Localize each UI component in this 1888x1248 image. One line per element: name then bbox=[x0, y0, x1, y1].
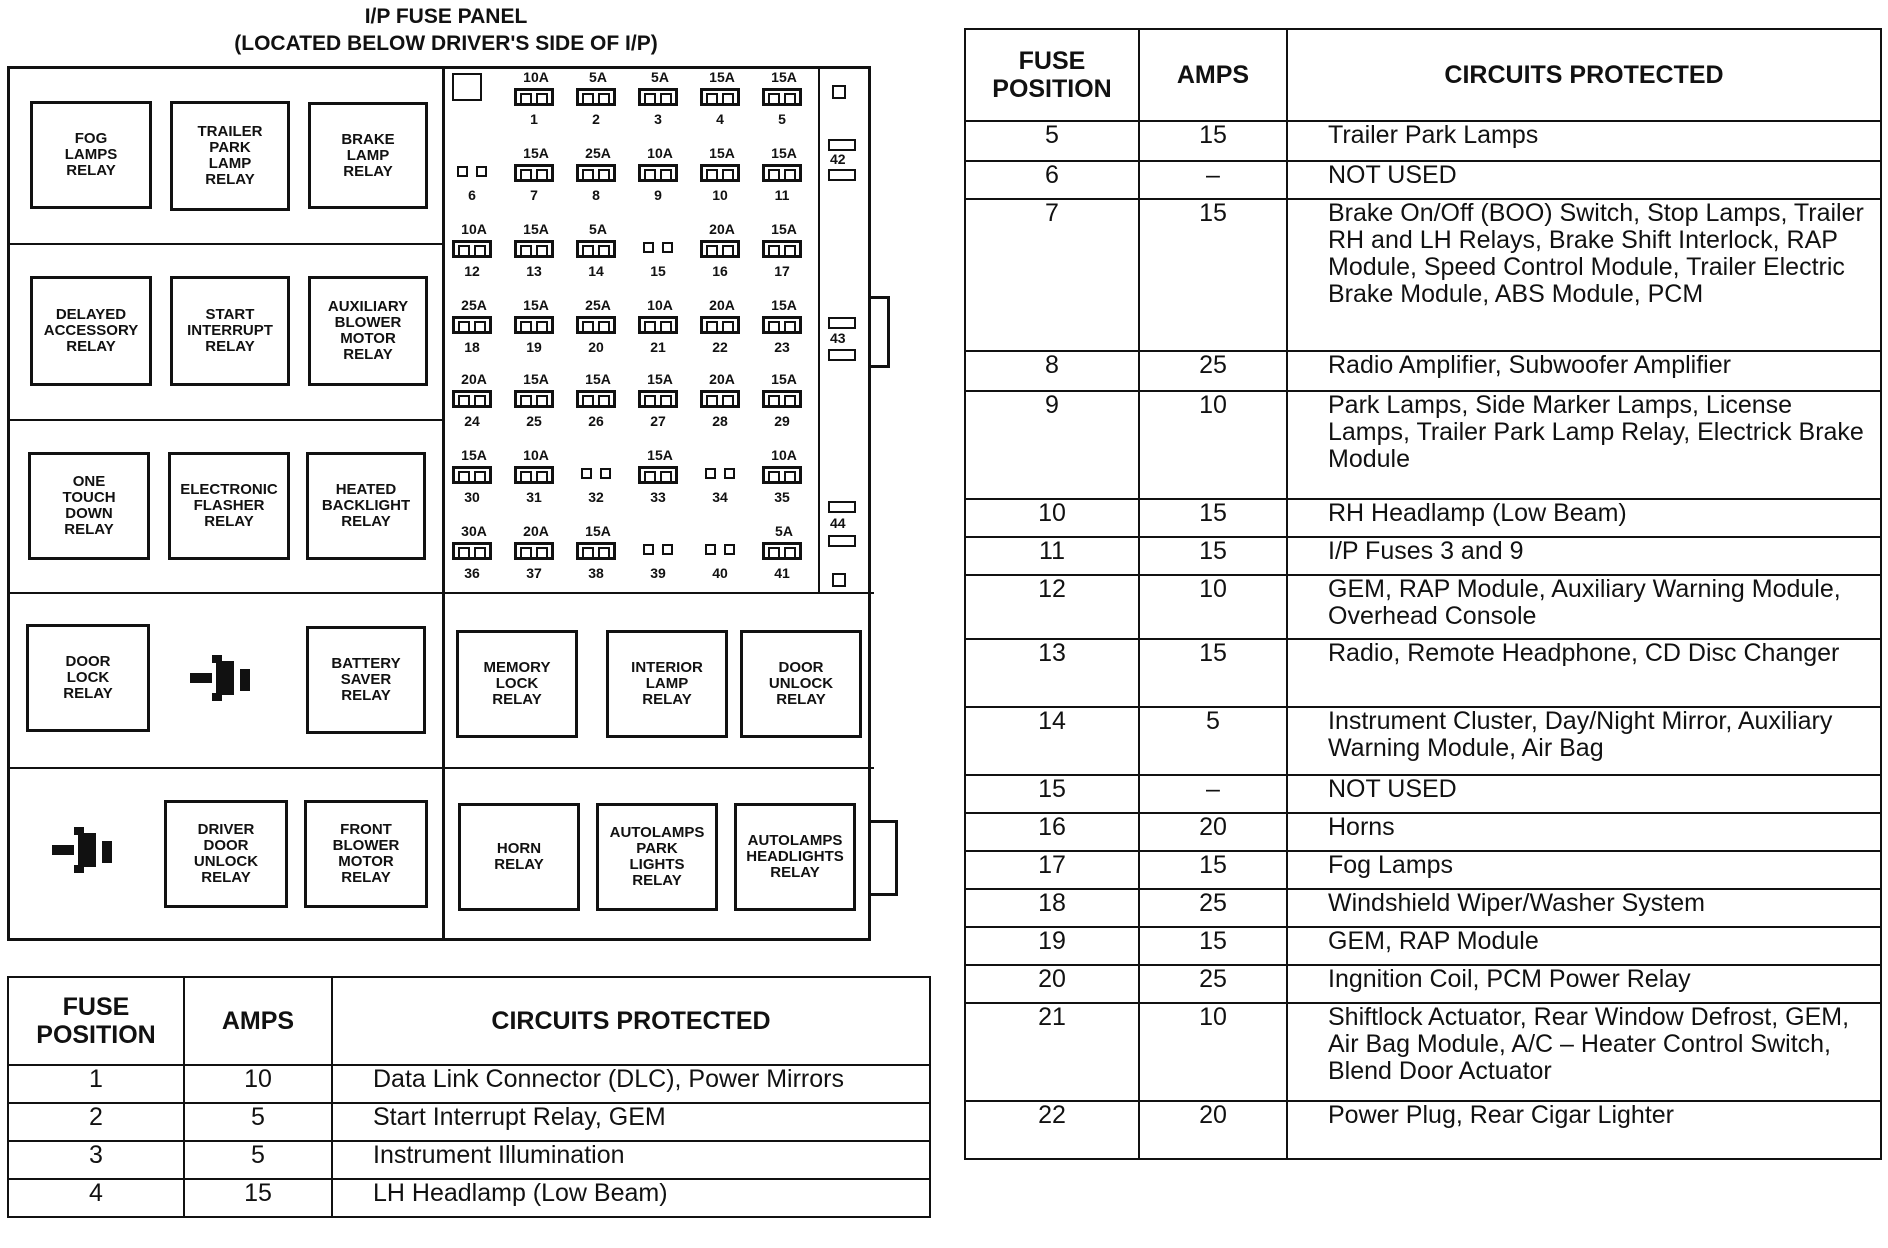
fuse-position: 15 bbox=[965, 775, 1139, 813]
fuse-14-number: 14 bbox=[588, 263, 604, 279]
fuse-position: 12 bbox=[965, 575, 1139, 639]
panel-subtitle: (LOCATED BELOW DRIVER'S SIDE OF I/P) bbox=[234, 32, 658, 55]
relay-heated-backlight: HEATED BACKLIGHT RELAY bbox=[306, 452, 426, 560]
fuse-table-left bbox=[7, 976, 931, 1218]
fuse-panel-diagram bbox=[7, 66, 871, 941]
fuse-23 bbox=[762, 316, 802, 334]
fuse-6-number: 6 bbox=[468, 187, 476, 203]
circuits-protected: Instrument Illumination bbox=[332, 1141, 930, 1179]
fuse-amps: 15 bbox=[1139, 927, 1287, 965]
circuits-protected: Trailer Park Lamps bbox=[1287, 121, 1881, 161]
fuse-6 bbox=[452, 164, 492, 182]
fuse-16 bbox=[700, 240, 740, 258]
fuse-position: 8 bbox=[965, 351, 1139, 391]
fuse-11 bbox=[762, 164, 802, 182]
fuse-8-number: 8 bbox=[592, 187, 600, 203]
fuse-9-number: 9 bbox=[654, 187, 662, 203]
fuse-25 bbox=[514, 390, 554, 408]
fuse-44-label: 44 bbox=[830, 515, 846, 531]
fuse-amps: 10 bbox=[1139, 575, 1287, 639]
fuse-22 bbox=[700, 316, 740, 334]
fuse-amps: 20 bbox=[1139, 1101, 1287, 1159]
fuse-position: 16 bbox=[965, 813, 1139, 851]
fuse-39-number: 39 bbox=[650, 565, 666, 581]
fuse-amps: 15 bbox=[184, 1179, 332, 1217]
fuse-amps: 15 bbox=[1139, 851, 1287, 889]
fuse-position: 7 bbox=[965, 199, 1139, 351]
fuse-1-number: 1 bbox=[530, 111, 538, 127]
fuse-amps: 15 bbox=[1139, 499, 1287, 537]
fuse-position: 11 bbox=[965, 537, 1139, 575]
col-header-circuits: CIRCUITS PROTECTED bbox=[1287, 29, 1881, 121]
fuse-18-number: 18 bbox=[464, 339, 480, 355]
fuse-26-number: 26 bbox=[588, 413, 604, 429]
fuse-35 bbox=[762, 466, 802, 484]
fuse-15-number: 15 bbox=[650, 263, 666, 279]
fuse-position: 18 bbox=[965, 889, 1139, 927]
fuse-37-amps: 20A bbox=[523, 523, 549, 539]
fuse-amps: – bbox=[1139, 775, 1287, 813]
fuse-amps: 10 bbox=[184, 1065, 332, 1103]
fuse-amps: 10 bbox=[1139, 391, 1287, 499]
fuse-31-amps: 10A bbox=[523, 447, 549, 463]
fuse-44-terminal bbox=[828, 535, 856, 547]
fuse-26 bbox=[576, 390, 616, 408]
fuse-11-number: 11 bbox=[774, 187, 790, 203]
fuse-18 bbox=[452, 316, 492, 334]
table-row bbox=[965, 575, 1881, 639]
fuse-20-amps: 25A bbox=[585, 297, 611, 313]
fuse-40 bbox=[700, 542, 740, 560]
circuits-protected: Shiftlock Actuator, Rear Window Defrost, GEM, Air Bag Module, A/C – Heater Control Switch, Blend Door Actuator bbox=[1287, 1003, 1881, 1101]
fuse-33-number: 33 bbox=[650, 489, 666, 505]
circuits-protected: GEM, RAP Module, Auxiliary Warning Module, Overhead Console bbox=[1287, 575, 1881, 639]
col-header-amps: AMPS bbox=[184, 977, 332, 1065]
circuits-protected: Fog Lamps bbox=[1287, 851, 1881, 889]
diode-icon bbox=[48, 819, 128, 879]
fuse-position: 20 bbox=[965, 965, 1139, 1003]
table-row bbox=[965, 775, 1881, 813]
spare-slot bbox=[452, 73, 482, 101]
fuse-9 bbox=[638, 164, 678, 182]
table-row bbox=[965, 813, 1881, 851]
fuse-38-number: 38 bbox=[588, 565, 604, 581]
fuse-23-number: 23 bbox=[774, 339, 790, 355]
fuse-amps: 5 bbox=[184, 1141, 332, 1179]
fuse-position: 22 bbox=[965, 1101, 1139, 1159]
fuse-16-number: 16 bbox=[712, 263, 728, 279]
table-row bbox=[965, 927, 1881, 965]
fuse-amps: 25 bbox=[1139, 965, 1287, 1003]
table-row bbox=[965, 199, 1881, 351]
fuse-43-label: 43 bbox=[830, 330, 846, 346]
fuse-13 bbox=[514, 240, 554, 258]
terminal-square bbox=[832, 573, 846, 587]
fuse-44-terminal bbox=[828, 501, 856, 513]
fuse-27 bbox=[638, 390, 678, 408]
fuse-21-amps: 10A bbox=[647, 297, 673, 313]
table-row bbox=[965, 121, 1881, 161]
fuse-position: 4 bbox=[8, 1179, 184, 1217]
relay-delayed-accessory: DELAYED ACCESSORY RELAY bbox=[30, 276, 152, 386]
circuits-protected: Radio Amplifier, Subwoofer Amplifier bbox=[1287, 351, 1881, 391]
fuse-31 bbox=[514, 466, 554, 484]
relay-door-unlock: DOOR UNLOCK RELAY bbox=[740, 630, 862, 738]
fuse-42-terminal bbox=[828, 139, 856, 151]
fuse-position: 3 bbox=[8, 1141, 184, 1179]
fuse-37 bbox=[514, 542, 554, 560]
fuse-31-number: 31 bbox=[526, 489, 542, 505]
fuse-amps: 5 bbox=[1139, 707, 1287, 775]
circuits-protected: Start Interrupt Relay, GEM bbox=[332, 1103, 930, 1141]
table-row bbox=[8, 1065, 930, 1103]
fuse-28-number: 28 bbox=[712, 413, 728, 429]
fuse-amps: 25 bbox=[1139, 351, 1287, 391]
fuse-38-amps: 15A bbox=[585, 523, 611, 539]
fuse-24-number: 24 bbox=[464, 413, 480, 429]
terminal-square bbox=[832, 85, 846, 99]
fuse-40-number: 40 bbox=[712, 565, 728, 581]
fuse-amps: 15 bbox=[1139, 121, 1287, 161]
circuits-protected: Ingnition Coil, PCM Power Relay bbox=[1287, 965, 1881, 1003]
fuse-amps: 15 bbox=[1139, 537, 1287, 575]
fuse-24 bbox=[452, 390, 492, 408]
relay-interior-lamp: INTERIOR LAMP RELAY bbox=[606, 630, 728, 738]
fuse-2-amps: 5A bbox=[589, 69, 607, 85]
fuse-amps: 5 bbox=[184, 1103, 332, 1141]
fuse-34-number: 34 bbox=[712, 489, 728, 505]
fuse-8 bbox=[576, 164, 616, 182]
fuse-17-amps: 15A bbox=[771, 221, 797, 237]
table-row bbox=[965, 1003, 1881, 1101]
fuse-position: 1 bbox=[8, 1065, 184, 1103]
fuse-28-amps: 20A bbox=[709, 371, 735, 387]
circuits-protected: LH Headlamp (Low Beam) bbox=[332, 1179, 930, 1217]
relay-memory-lock: MEMORY LOCK RELAY bbox=[456, 630, 578, 738]
fuse-1-amps: 10A bbox=[523, 69, 549, 85]
table-row bbox=[965, 499, 1881, 537]
circuits-protected: NOT USED bbox=[1287, 161, 1881, 199]
table-row bbox=[965, 851, 1881, 889]
fuse-table-right bbox=[964, 28, 1882, 1160]
fuse-41-amps: 5A bbox=[775, 523, 793, 539]
table-row bbox=[965, 639, 1881, 707]
fuse-34 bbox=[700, 466, 740, 484]
circuits-protected: Windshield Wiper/Washer System bbox=[1287, 889, 1881, 927]
fuse-12 bbox=[452, 240, 492, 258]
divider bbox=[442, 69, 445, 938]
circuits-protected: Brake On/Off (BOO) Switch, Stop Lamps, Trailer RH and LH Relays, Brake Shift Interlock, RAP Module, Speed Control Module, Trailer Electric Brake Module, ABS Module, PCM bbox=[1287, 199, 1881, 351]
fuse-14-amps: 5A bbox=[589, 221, 607, 237]
fuse-32 bbox=[576, 466, 616, 484]
fuse-19-amps: 15A bbox=[523, 297, 549, 313]
fuse-amps: – bbox=[1139, 161, 1287, 199]
col-header-position: FUSE POSITION bbox=[965, 29, 1139, 121]
divider bbox=[818, 69, 820, 592]
fuse-2 bbox=[576, 88, 616, 106]
fuse-13-amps: 15A bbox=[523, 221, 549, 237]
fuse-position: 14 bbox=[965, 707, 1139, 775]
fuse-3 bbox=[638, 88, 678, 106]
fuse-4-amps: 15A bbox=[709, 69, 735, 85]
fuse-10 bbox=[700, 164, 740, 182]
relay-brake-lamp: BRAKE LAMP RELAY bbox=[308, 102, 428, 209]
relay-start-interrupt: START INTERRUPT RELAY bbox=[170, 276, 290, 386]
diode-icon bbox=[186, 647, 266, 707]
col-header-amps: AMPS bbox=[1139, 29, 1287, 121]
fuse-15 bbox=[638, 240, 678, 258]
fuse-43-terminal bbox=[828, 349, 856, 361]
fuse-24-amps: 20A bbox=[461, 371, 487, 387]
fuse-42-label: 42 bbox=[830, 151, 846, 167]
circuits-protected: Power Plug, Rear Cigar Lighter bbox=[1287, 1101, 1881, 1159]
fuse-29-amps: 15A bbox=[771, 371, 797, 387]
relay-horn: HORN RELAY bbox=[458, 803, 580, 911]
fuse-position: 19 bbox=[965, 927, 1139, 965]
table-row bbox=[965, 161, 1881, 199]
fuse-position: 10 bbox=[965, 499, 1139, 537]
fuse-17-number: 17 bbox=[774, 263, 790, 279]
fuse-16-amps: 20A bbox=[709, 221, 735, 237]
fuse-10-amps: 15A bbox=[709, 145, 735, 161]
table-row bbox=[8, 1179, 930, 1217]
fuse-3-amps: 5A bbox=[651, 69, 669, 85]
circuits-protected: NOT USED bbox=[1287, 775, 1881, 813]
fuse-35-amps: 10A bbox=[771, 447, 797, 463]
fuse-36-number: 36 bbox=[464, 565, 480, 581]
fuse-25-number: 25 bbox=[526, 413, 542, 429]
divider bbox=[10, 243, 442, 245]
fuse-7-number: 7 bbox=[530, 187, 538, 203]
fuse-5-number: 5 bbox=[778, 111, 786, 127]
fuse-29 bbox=[762, 390, 802, 408]
fuse-43-terminal bbox=[828, 317, 856, 329]
fuse-22-amps: 20A bbox=[709, 297, 735, 313]
divider bbox=[10, 419, 442, 421]
fuse-amps: 20 bbox=[1139, 813, 1287, 851]
relay-battery-saver: BATTERY SAVER RELAY bbox=[306, 626, 426, 734]
fuse-32-number: 32 bbox=[588, 489, 604, 505]
fuse-10-number: 10 bbox=[712, 187, 728, 203]
relay-door-lock: DOOR LOCK RELAY bbox=[26, 624, 150, 732]
fuse-position: 5 bbox=[965, 121, 1139, 161]
table-row bbox=[965, 707, 1881, 775]
fuse-20-number: 20 bbox=[588, 339, 604, 355]
circuits-protected: Instrument Cluster, Day/Night Mirror, Auxiliary Warning Module, Air Bag bbox=[1287, 707, 1881, 775]
table-row bbox=[965, 889, 1881, 927]
relay-driver-door-unlock: DRIVER DOOR UNLOCK RELAY bbox=[164, 800, 288, 908]
fuse-amps: 15 bbox=[1139, 639, 1287, 707]
fuse-amps: 25 bbox=[1139, 889, 1287, 927]
panel-title: I/P FUSE PANEL bbox=[364, 5, 528, 28]
fuse-26-amps: 15A bbox=[585, 371, 611, 387]
fuse-30-number: 30 bbox=[464, 489, 480, 505]
fuse-5 bbox=[762, 88, 802, 106]
fuse-33-amps: 15A bbox=[647, 447, 673, 463]
fuse-28 bbox=[700, 390, 740, 408]
fuse-position: 17 bbox=[965, 851, 1139, 889]
fuse-13-number: 13 bbox=[526, 263, 542, 279]
fuse-29-number: 29 bbox=[774, 413, 790, 429]
fuse-8-amps: 25A bbox=[585, 145, 611, 161]
fuse-42-terminal bbox=[828, 169, 856, 181]
fuse-20 bbox=[576, 316, 616, 334]
fuse-position: 9 bbox=[965, 391, 1139, 499]
relay-fog-lamps: FOG LAMPS RELAY bbox=[30, 101, 152, 209]
circuits-protected: Horns bbox=[1287, 813, 1881, 851]
fuse-37-number: 37 bbox=[526, 565, 542, 581]
fuse-30-amps: 15A bbox=[461, 447, 487, 463]
circuits-protected: I/P Fuses 3 and 9 bbox=[1287, 537, 1881, 575]
fuse-3-number: 3 bbox=[654, 111, 662, 127]
fuse-12-number: 12 bbox=[464, 263, 480, 279]
fuse-2-number: 2 bbox=[592, 111, 600, 127]
fuse-4-number: 4 bbox=[716, 111, 724, 127]
circuits-protected: RH Headlamp (Low Beam) bbox=[1287, 499, 1881, 537]
table-row bbox=[965, 351, 1881, 391]
table-row bbox=[965, 1101, 1881, 1159]
fuse-position: 6 bbox=[965, 161, 1139, 199]
circuits-protected: Park Lamps, Side Marker Lamps, License Lamps, Trailer Park Lamp Relay, Electrick Brake Module bbox=[1287, 391, 1881, 499]
fuse-33 bbox=[638, 466, 678, 484]
fuse-1 bbox=[514, 88, 554, 106]
circuits-protected: GEM, RAP Module bbox=[1287, 927, 1881, 965]
fuse-19 bbox=[514, 316, 554, 334]
fuse-7 bbox=[514, 164, 554, 182]
panel-tab bbox=[868, 296, 890, 368]
fuse-4 bbox=[700, 88, 740, 106]
fuse-27-amps: 15A bbox=[647, 371, 673, 387]
fuse-position: 21 bbox=[965, 1003, 1139, 1101]
fuse-5-amps: 15A bbox=[771, 69, 797, 85]
fuse-18-amps: 25A bbox=[461, 297, 487, 313]
panel-tab bbox=[868, 820, 898, 896]
fuse-7-amps: 15A bbox=[523, 145, 549, 161]
table-row bbox=[965, 965, 1881, 1003]
fuse-30 bbox=[452, 466, 492, 484]
fuse-position: 13 bbox=[965, 639, 1139, 707]
relay-front-blower-motor: FRONT BLOWER MOTOR RELAY bbox=[304, 800, 428, 908]
relay-autolamps-park-lights: AUTOLAMPS PARK LIGHTS RELAY bbox=[596, 803, 718, 911]
fuse-41 bbox=[762, 542, 802, 560]
fuse-23-amps: 15A bbox=[771, 297, 797, 313]
fuse-21 bbox=[638, 316, 678, 334]
fuse-21-number: 21 bbox=[650, 339, 666, 355]
fuse-35-number: 35 bbox=[774, 489, 790, 505]
fuse-41-number: 41 bbox=[774, 565, 790, 581]
fuse-amps: 10 bbox=[1139, 1003, 1287, 1101]
relay-electronic-flasher: ELECTRONIC FLASHER RELAY bbox=[168, 452, 290, 560]
relay-autolamps-headlights: AUTOLAMPS HEADLIGHTS RELAY bbox=[734, 803, 856, 911]
relay-trailer-park-lamp: TRAILER PARK LAMP RELAY bbox=[170, 101, 290, 211]
circuits-protected: Data Link Connector (DLC), Power Mirrors bbox=[332, 1065, 930, 1103]
table-row bbox=[965, 537, 1881, 575]
table-row bbox=[8, 1141, 930, 1179]
fuse-22-number: 22 bbox=[712, 339, 728, 355]
fuse-9-amps: 10A bbox=[647, 145, 673, 161]
fuse-amps: 15 bbox=[1139, 199, 1287, 351]
table-row bbox=[8, 1103, 930, 1141]
fuse-11-amps: 15A bbox=[771, 145, 797, 161]
fuse-position: 2 bbox=[8, 1103, 184, 1141]
circuits-protected: Radio, Remote Headphone, CD Disc Changer bbox=[1287, 639, 1881, 707]
table-row bbox=[965, 391, 1881, 499]
fuse-19-number: 19 bbox=[526, 339, 542, 355]
relay-one-touch-down: ONE TOUCH DOWN RELAY bbox=[28, 452, 150, 560]
fuse-25-amps: 15A bbox=[523, 371, 549, 387]
relay-auxiliary-blower-motor: AUXILIARY BLOWER MOTOR RELAY bbox=[308, 276, 428, 386]
col-header-position: FUSE POSITION bbox=[8, 977, 184, 1065]
fuse-36 bbox=[452, 542, 492, 560]
fuse-38 bbox=[576, 542, 616, 560]
fuse-36-amps: 30A bbox=[461, 523, 487, 539]
col-header-circuits: CIRCUITS PROTECTED bbox=[332, 977, 930, 1065]
fuse-39 bbox=[638, 542, 678, 560]
fuse-27-number: 27 bbox=[650, 413, 666, 429]
fuse-17 bbox=[762, 240, 802, 258]
fuse-12-amps: 10A bbox=[461, 221, 487, 237]
fuse-14 bbox=[576, 240, 616, 258]
